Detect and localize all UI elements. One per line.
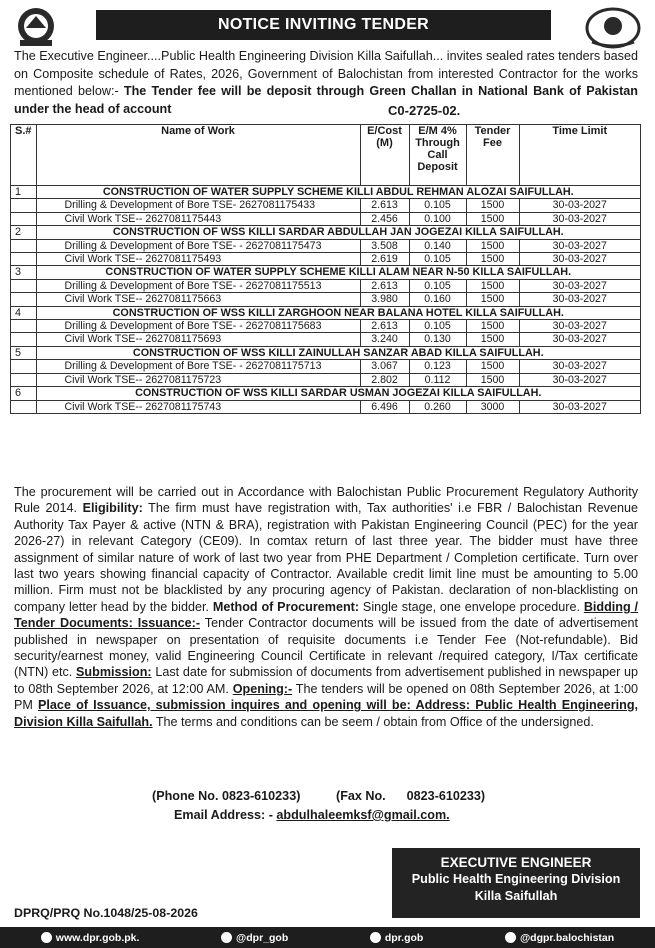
cost-cell: 2.613	[360, 320, 409, 333]
fee-cell: 1500	[466, 320, 519, 333]
footer-facebook[interactable]	[370, 932, 424, 944]
cost-cell: 3.240	[360, 333, 409, 346]
time-limit-cell: 30-03-2027	[519, 212, 640, 225]
time-limit-cell: 30-03-2027	[519, 320, 640, 333]
eligibility-text: The firm must have registration with, Tax authorities' i.e FBR / Balochistan Revenue Authority Tax Payer & active (NTN & BRA), registration with Pakistan Engineering Council (PEC) for the year 2026-27) in relevant Category (CE09). In comtax return of last three year. The bidder must have three assignment of similar nature of work of last two year from PHE Department / Completion certificate. Turn over last two years showing financial capacity of Contractor. Available credit limit line must be amounting to 5.00 million. Firm must not be blacklisted by any procuring agency of Pakistan. declaration of non-blacklisting on company letter head by the bidder.	[14, 501, 638, 614]
table-row	[11, 212, 641, 225]
time-limit-cell: 30-03-2027	[519, 199, 640, 212]
work-group-header	[11, 266, 641, 279]
procurement-rule-text: The procurement will be carried out in Accordance with Balochistan Public Procurement Regulatory Authority Rule 2014.	[14, 485, 638, 516]
footer-instagram[interactable]	[505, 932, 614, 944]
facebook-text: dpr.gob	[384, 931, 424, 944]
time-limit-cell: 30-03-2027	[519, 239, 640, 252]
row-sn-cell	[11, 333, 37, 346]
work-name-cell: Drilling & Development of Bore TSE- 2627081175433	[36, 199, 360, 212]
intro-text: The Executive Engineer....Public Health Engineering Division Killa Saifullah... invites sealed rates tenders based on Composite schedule of Rates, 2026, Government of Balochistan from interested Contractor for the works mentioned below:-	[14, 49, 638, 98]
table-row	[11, 239, 641, 252]
group-number: 5	[11, 346, 37, 359]
email-line	[174, 808, 450, 822]
opening-text: The tenders will be opened on 08th September 2026, at 1:00 PM	[14, 681, 639, 713]
time-limit-cell: 30-03-2027	[519, 279, 640, 292]
table-row	[11, 373, 641, 386]
fee-cell: 1500	[466, 199, 519, 212]
group-number: 3	[11, 266, 37, 279]
phone-number: (Phone No. 0823-610233)	[152, 789, 301, 803]
em-cell: 0.140	[409, 239, 466, 252]
email-address[interactable]: abdulhaleemksf@gmail.com.	[276, 808, 450, 822]
cost-cell: 2.613	[360, 199, 409, 212]
col-header-time: Time Limit	[519, 125, 640, 186]
time-limit-cell: 30-03-2027	[519, 253, 640, 266]
time-limit-cell: 30-03-2027	[519, 293, 640, 306]
table-row	[11, 333, 641, 346]
work-name-cell: Drilling & Development of Bore TSE- - 2627081175713	[36, 360, 360, 373]
table-row	[11, 279, 641, 292]
website-text: www.dpr.gob.pk.	[55, 931, 140, 944]
fee-cell: 1500	[466, 239, 519, 252]
row-sn-cell	[11, 360, 37, 373]
work-group-header	[11, 306, 641, 319]
time-limit-cell: 30-03-2027	[519, 360, 640, 373]
group-number: 6	[11, 387, 37, 400]
col-header-cost: E/Cost (M)	[360, 125, 409, 186]
em-cell: 0.260	[409, 400, 466, 413]
instagram-text: @dgpr.balochistan	[519, 931, 615, 944]
row-sn-cell	[11, 400, 37, 413]
col-header-sn: S.#	[11, 125, 37, 186]
email-label: Email Address: -	[174, 808, 273, 822]
table-row	[11, 293, 641, 306]
table-row	[11, 199, 641, 212]
cost-cell: 2.802	[360, 373, 409, 386]
signature-block	[392, 848, 640, 918]
table-header-row	[11, 125, 641, 186]
cost-cell: 3.067	[360, 360, 409, 373]
time-limit-cell: 30-03-2027	[519, 333, 640, 346]
footer-bar	[0, 927, 655, 948]
submission-text: Last date for submission of documents from advertisement published in newspaper up to 08th September 2026, at 12:00 AM.	[14, 665, 639, 696]
row-sn-cell	[11, 293, 37, 306]
signature-division: Public Health Engineering Division	[411, 872, 621, 886]
em-cell: 0.130	[409, 333, 466, 346]
time-limit-cell: 30-03-2027	[519, 400, 640, 413]
terms-paragraph	[14, 484, 638, 730]
fee-cell: 1500	[466, 253, 519, 266]
fee-cell: 1500	[466, 333, 519, 346]
globe-icon	[41, 932, 52, 943]
table-body	[11, 186, 641, 414]
fax-number: (Fax No. 0823-610233)	[336, 789, 486, 803]
work-name-cell: Civil Work TSE-- 2627081175443	[36, 212, 360, 225]
twitter-text: @dpr_gob	[236, 931, 289, 944]
em-cell: 0.105	[409, 253, 466, 266]
cost-cell: 2.613	[360, 279, 409, 292]
work-name-cell: Civil Work TSE-- 2627081175663	[36, 293, 360, 306]
footer-website[interactable]	[41, 932, 140, 944]
tender-fee-note: The Tender fee will be deposit through Green Challan in National Bank of Pakistan under the head of account	[14, 84, 638, 116]
notice-title: NOTICE INVITING TENDER	[96, 10, 551, 40]
work-group-header	[11, 226, 641, 239]
group-title: CONSTRUCTION OF WSS KILLI SARDAR USMAN JOGEZAI KILLA SAIFULLAH.	[36, 387, 640, 400]
table-row	[11, 360, 641, 373]
account-code: C0-2725-02.	[388, 103, 461, 118]
work-name-cell: Drilling & Development of Bore TSE- - 2627081175513	[36, 279, 360, 292]
bidding-text: Tender Contractor documents will be issued from the date of advertisement published in newspaper on presentation of requisite documents i.e Tender Fee (Not-refundable). Bid security/earnest money, valid Engineering Council Certificate in relevant /required category, I/Tax certificate (NTN) etc.	[14, 616, 638, 680]
bidding-label: Bidding / Tender Documents: Issuance:-	[14, 599, 639, 631]
cost-cell: 3.980	[360, 293, 409, 306]
em-cell: 0.105	[409, 320, 466, 333]
col-header-em: E/M 4% Through Call Deposit	[409, 125, 466, 186]
group-title: CONSTRUCTION OF WSS KILLI ZARGHOON NEAR BALANA HOTEL KILLA SAIFULLAH.	[36, 306, 640, 319]
group-number: 4	[11, 306, 37, 319]
table-row	[11, 253, 641, 266]
fee-cell: 1500	[466, 360, 519, 373]
row-sn-cell	[11, 320, 37, 333]
table-row	[11, 400, 641, 413]
work-name-cell: Civil Work TSE-- 2627081175723	[36, 373, 360, 386]
work-name-cell: Civil Work TSE-- 2627081175743	[36, 400, 360, 413]
dpr-reference: DPRQ/PRQ No.1048/25-08-2026	[14, 906, 198, 920]
intro-paragraph	[14, 48, 638, 118]
work-group-header	[11, 346, 641, 359]
signature-title: EXECUTIVE ENGINEER	[440, 855, 592, 870]
phe-department-logo-right	[584, 6, 642, 50]
government-emblem-left	[12, 6, 60, 50]
place-label: Place of Issuance, submission inquires and opening will be: Address: Public Health Engineering, Division Killa Saifullah.	[14, 698, 639, 729]
row-sn-cell	[11, 212, 37, 225]
fee-cell: 1500	[466, 373, 519, 386]
submission-label: Submission:	[76, 665, 152, 680]
row-sn-cell	[11, 239, 37, 252]
row-sn-cell	[11, 253, 37, 266]
fee-cell: 1500	[466, 212, 519, 225]
fee-cell: 3000	[466, 400, 519, 413]
eligibility-label: Eligibility:	[82, 501, 143, 516]
work-name-cell: Civil Work TSE-- 2627081175493	[36, 253, 360, 266]
cost-cell: 3.508	[360, 239, 409, 252]
work-group-header	[11, 387, 641, 400]
fee-cell: 1500	[466, 293, 519, 306]
instagram-icon	[505, 932, 516, 943]
em-cell: 0.112	[409, 373, 466, 386]
group-number: 2	[11, 226, 37, 239]
signature-location: Killa Saifullah	[474, 889, 558, 903]
twitter-icon	[221, 932, 232, 943]
method-label: Method of Procurement:	[212, 599, 360, 614]
group-title: CONSTRUCTION OF WSS KILLI SARDAR ABDULLAH JAN JOGEZAI KILLA SAIFULLAH.	[36, 226, 640, 239]
col-header-work: Name of Work	[36, 125, 360, 186]
group-title: CONSTRUCTION OF WATER SUPPLY SCHEME KILLI ALAM NEAR N-50 KILLA SAIFULLAH.	[36, 266, 640, 279]
em-cell: 0.160	[409, 293, 466, 306]
tender-works-table	[10, 124, 641, 414]
fee-cell: 1500	[466, 279, 519, 292]
row-sn-cell	[11, 373, 37, 386]
row-sn-cell	[11, 199, 37, 212]
work-group-header	[11, 186, 641, 199]
em-cell: 0.100	[409, 212, 466, 225]
group-title: CONSTRUCTION OF WSS KILLI ZAINULLAH SANZAR ABAD KILLA SAIFULLAH.	[36, 346, 640, 359]
time-limit-cell: 30-03-2027	[519, 373, 640, 386]
em-cell: 0.105	[409, 279, 466, 292]
cost-cell: 2.619	[360, 253, 409, 266]
footer-twitter[interactable]	[221, 932, 288, 944]
table-row	[11, 320, 641, 333]
terms-text: The terms and conditions can be seem / obtain from Office of the undersigned.	[155, 714, 594, 729]
em-cell: 0.123	[409, 360, 466, 373]
group-title: CONSTRUCTION OF WATER SUPPLY SCHEME KILLI ABDUL REHMAN ALOZAI SAIFULLAH.	[36, 186, 640, 199]
work-name-cell: Civil Work TSE-- 2627081175693	[36, 333, 360, 346]
work-name-cell: Drilling & Development of Bore TSE- - 2627081175683	[36, 320, 360, 333]
row-sn-cell	[11, 279, 37, 292]
col-header-fee: Tender Fee	[466, 125, 519, 186]
facebook-icon	[370, 932, 381, 943]
method-text: Single stage, one envelope procedure.	[362, 599, 580, 614]
work-name-cell: Drilling & Development of Bore TSE- - 2627081175473	[36, 239, 360, 252]
cost-cell: 2.456	[360, 212, 409, 225]
opening-label: Opening:-	[232, 681, 293, 696]
em-cell: 0.105	[409, 199, 466, 212]
cost-cell: 6.496	[360, 400, 409, 413]
group-number: 1	[11, 186, 37, 199]
